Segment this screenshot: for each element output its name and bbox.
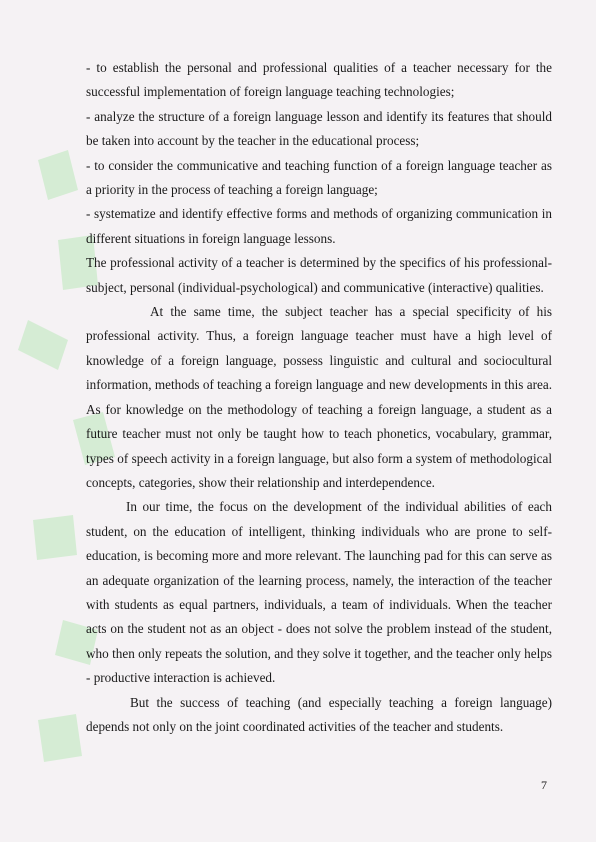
bullet-paragraph: - analyze the structure of a foreign language lesson and identify its features that should be taken into account by the teacher in the educational process; [86,108,552,149]
bullet-paragraph: - systematize and identify effective forms and methods of organizing communication in different situations in foreign language lessons. [86,206,552,246]
bullet-paragraph: - to establish the personal and professional qualities of a teacher necessary for the successful implementation of foreign language teaching technologies; [86,60,552,100]
body-paragraph: In our time, the focus on the development of the individual abilities of each student, on the education of intelligent, thinking individuals who are prone to self-education, is becoming more and more relevant. The launching pad for this can serve as an adequate organization of the learning process, namely, the interaction of the teacher with students as equal partners, individuals, a team of individuals. When the teacher acts on the student not as an object - does not solve the problem instead of the student, who then only repeats the solution, and they solve it together, and the teacher only helps - productive interaction is achieved. [86,499,552,686]
document-body [86,56,552,739]
page-number: 7 [541,778,547,792]
body-paragraph: At the same time, the subject teacher has a special specificity of his professional activity. Thus, a foreign language teacher must have a high level of knowledge of a foreign language, possess linguistic and cultural and sociocultural information, methods of teaching a foreign language and new developments in this area. As for knowledge on the methodology of teaching a foreign language, a student as a future teacher must not only be taught how to teach phonetics, vocabulary, grammar, types of speech activity in a foreign language, but also form a system of methodological concepts, categories, show their relationship and interdependence. [86,304,552,490]
body-paragraph: But the success of teaching (and especially teaching a foreign language) depends not only on the joint coordinated activities of the teacher and students. [86,694,552,734]
body-paragraph: The professional activity of a teacher is determined by the specifics of his professional-subject, personal (individual-psychological) and communicative (interactive) qualities. [86,255,552,295]
bullet-paragraph: - to consider the communicative and teaching function of a foreign language teacher as a priority in the process of teaching a foreign language; [86,157,552,198]
